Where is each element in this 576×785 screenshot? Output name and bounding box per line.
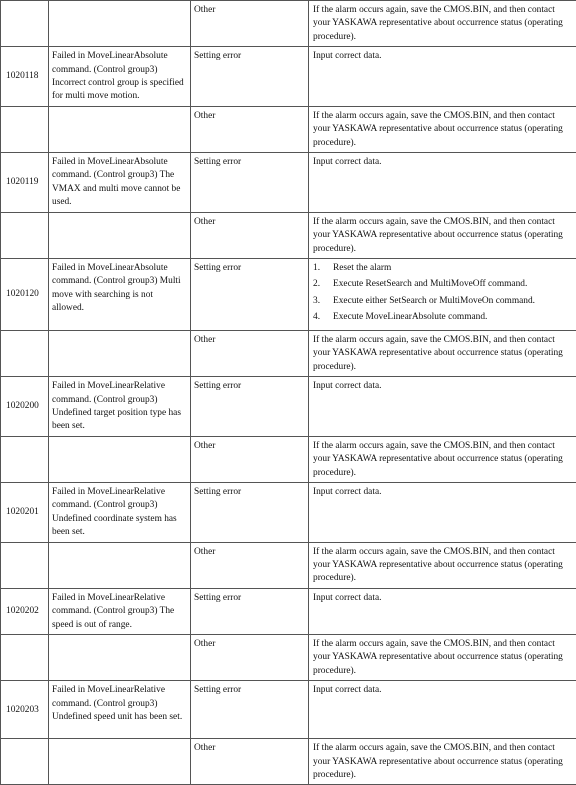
alarm-message-cell: Failed in MoveLinearRelative command. (Control group3) The speed is out of range. — [49, 588, 191, 634]
alarm-code-cell: 1020120 — [1, 258, 49, 330]
remedy-cell: If the alarm occurs again, save the CMOS.BIN, and then contact your YASKAWA representative about occurrence status (operating procedure). — [309, 330, 576, 376]
alarm-message-cell: Failed in MoveLinearAbsolute command. (Control group3) Incorrect control group is specified for multi move motion. — [49, 47, 191, 107]
remedy-cell: Input correct data. — [309, 153, 576, 213]
step-number: 4. — [313, 311, 333, 328]
step-number: 3. — [313, 295, 333, 312]
alarm-code-cell: 1020119 — [1, 153, 49, 213]
alarm-message-cell: Failed in MoveLinearAbsolute command. (Control group3) The VMAX and multi move cannot be used. — [49, 153, 191, 213]
alarm-message-cell — [49, 436, 191, 482]
remedy-cell: If the alarm occurs again, save the CMOS.BIN, and then contact your YASKAWA representative about occurrence status (operating procedure). — [309, 1, 576, 47]
alarm-message-cell: Failed in MoveLinearAbsolute command. (Control group3) Multi move with searching is not allowed. — [49, 258, 191, 330]
cause-cell: Other — [191, 106, 309, 152]
table-row — [1, 588, 576, 634]
alarm-message-cell: Failed in MoveLinearRelative command. (Control group3) Undefined coordinate system has been set. — [49, 482, 191, 542]
cause-cell: Other — [191, 635, 309, 681]
alarm-message-cell — [49, 1, 191, 47]
table-row — [1, 542, 576, 588]
cause-cell: Setting error — [191, 153, 309, 213]
cause-cell: Setting error — [191, 47, 309, 107]
cause-cell: Other — [191, 212, 309, 258]
step-number: 2. — [313, 278, 333, 295]
remedy-cell: Input correct data. — [309, 47, 576, 107]
alarm-code-cell: 1020202 — [1, 588, 49, 634]
table-row — [1, 635, 576, 681]
alarm-code-cell — [1, 436, 49, 482]
cause-cell: Other — [191, 1, 309, 47]
cause-cell: Other — [191, 739, 309, 785]
table-row — [1, 739, 576, 785]
alarm-message-cell — [49, 330, 191, 376]
remedy-cell — [309, 258, 576, 330]
alarm-code-cell — [1, 1, 49, 47]
alarm-code-cell: 1020201 — [1, 482, 49, 542]
alarm-message-cell: Failed in MoveLinearRelative command. (Control group3) Undefined target position type has been set. — [49, 377, 191, 437]
alarm-message-cell — [49, 106, 191, 152]
remedy-cell: If the alarm occurs again, save the CMOS.BIN, and then contact your YASKAWA representative about occurrence status (operating procedure). — [309, 542, 576, 588]
procedure-step — [313, 262, 570, 279]
table-row — [1, 681, 576, 739]
alarm-message-cell — [49, 542, 191, 588]
remedy-cell: If the alarm occurs again, save the CMOS.BIN, and then contact your YASKAWA representative about occurrence status (operating procedure). — [309, 106, 576, 152]
remedy-cell: Input correct data. — [309, 377, 576, 437]
table-row — [1, 482, 576, 542]
remedy-cell: Input correct data. — [309, 482, 576, 542]
procedure-step — [313, 311, 570, 328]
table-row — [1, 1, 576, 47]
step-text: Execute ResetSearch and MultiMoveOff command. — [333, 278, 527, 295]
alarm-code-cell: 1020203 — [1, 681, 49, 739]
table-row — [1, 47, 576, 107]
cause-cell: Other — [191, 542, 309, 588]
table-row — [1, 153, 576, 213]
alarm-message-cell — [49, 635, 191, 681]
alarm-code-cell: 1020200 — [1, 377, 49, 437]
remedy-cell: If the alarm occurs again, save the CMOS.BIN, and then contact your YASKAWA representative about occurrence status (operating procedure). — [309, 635, 576, 681]
table-row — [1, 212, 576, 258]
remedy-cell: Input correct data. — [309, 588, 576, 634]
step-text: Execute MoveLinearAbsolute command. — [333, 311, 487, 328]
remedy-cell: If the alarm occurs again, save the CMOS.BIN, and then contact your YASKAWA representative about occurrence status (operating procedure). — [309, 739, 576, 785]
alarm-code-cell — [1, 542, 49, 588]
step-text: Reset the alarm — [333, 262, 391, 279]
alarm-code-cell — [1, 212, 49, 258]
alarm-message-cell: Failed in MoveLinearRelative command. (Control group3) Undefined speed unit has been set. — [49, 681, 191, 739]
remedy-cell: If the alarm occurs again, save the CMOS.BIN, and then contact your YASKAWA representative about occurrence status (operating procedure). — [309, 212, 576, 258]
table-row — [1, 106, 576, 152]
table-row — [1, 258, 576, 330]
table-row — [1, 330, 576, 376]
procedure-step — [313, 295, 570, 312]
procedure-step — [313, 278, 570, 295]
alarm-code-cell — [1, 739, 49, 785]
step-text: Execute either SetSearch or MultiMoveOn command. — [333, 295, 535, 312]
step-number: 1. — [313, 262, 333, 279]
remedy-cell: If the alarm occurs again, save the CMOS.BIN, and then contact your YASKAWA representative about occurrence status (operating procedure). — [309, 436, 576, 482]
remedy-cell: Input correct data. — [309, 681, 576, 739]
table-row — [1, 436, 576, 482]
cause-cell: Other — [191, 330, 309, 376]
cause-cell: Other — [191, 436, 309, 482]
cause-cell: Setting error — [191, 377, 309, 437]
procedure-steps-list — [313, 262, 570, 328]
cause-cell: Setting error — [191, 588, 309, 634]
alarm-code-cell — [1, 635, 49, 681]
alarm-message-cell — [49, 212, 191, 258]
table-row — [1, 377, 576, 437]
alarm-code-cell: 1020118 — [1, 47, 49, 107]
cause-cell: Setting error — [191, 258, 309, 330]
cause-cell: Setting error — [191, 681, 309, 739]
cause-cell: Setting error — [191, 482, 309, 542]
alarm-message-cell — [49, 739, 191, 785]
alarm-code-cell — [1, 106, 49, 152]
alarm-code-cell — [1, 330, 49, 376]
